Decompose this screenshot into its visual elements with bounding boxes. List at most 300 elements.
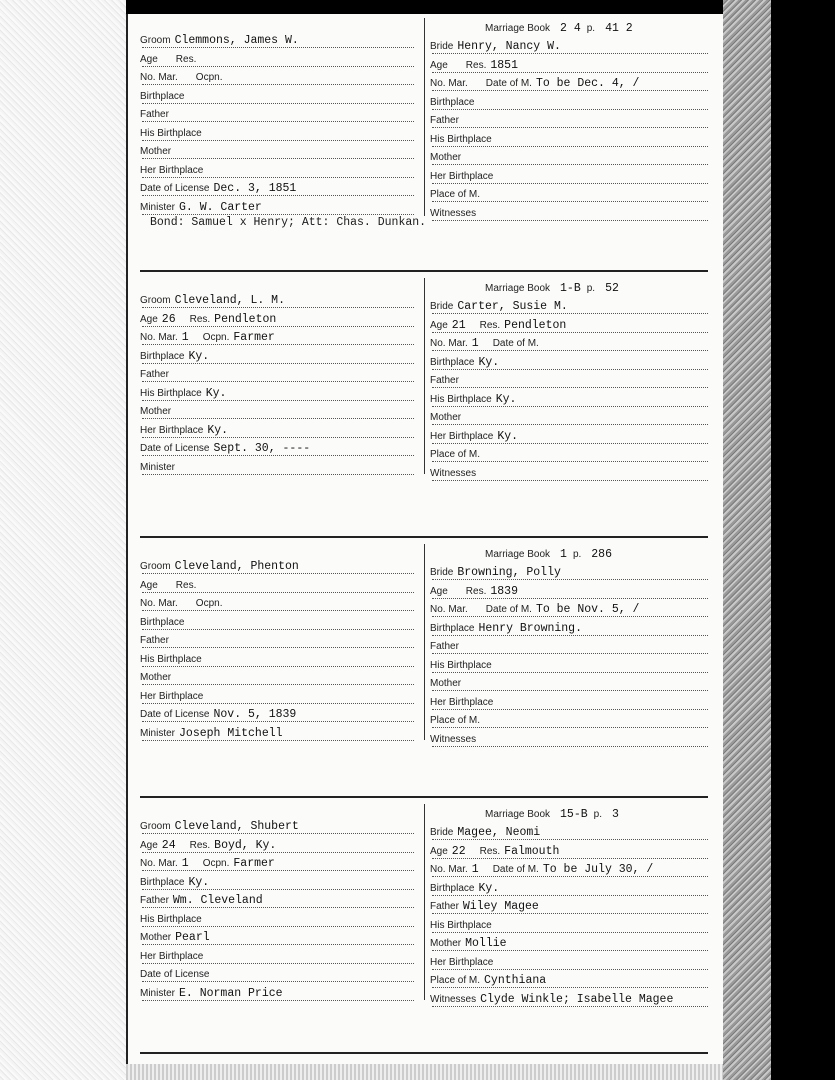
groom-name-value: Clemmons, James W. xyxy=(174,34,299,47)
bride-res-label: Res. xyxy=(465,59,487,71)
bride-mother-row xyxy=(430,677,712,690)
groom-minister-row xyxy=(140,727,418,740)
bride-her-birthplace-rule xyxy=(432,709,708,710)
groom-her-birthplace-label: Her Birthplace xyxy=(140,424,204,436)
groom-age-value: 24 xyxy=(161,838,176,852)
groom-birthplace-row xyxy=(140,616,418,629)
groom-his-birthplace-label: His Birthplace xyxy=(140,127,202,139)
bride-no-mar-rule xyxy=(432,616,708,617)
groom-res-value: Pendleton xyxy=(214,312,277,326)
bride-age-rule xyxy=(432,598,708,599)
groom-mother-value: Pearl xyxy=(175,931,210,944)
bride-date-of-m-label: Date of M. xyxy=(492,338,539,349)
bride-name-label: Bride xyxy=(430,827,454,838)
groom-his-birthplace-rule xyxy=(142,926,414,927)
groom-minister-value: G. W. Carter xyxy=(179,200,262,214)
bride-father-rule xyxy=(432,913,708,914)
groom-birthplace-rule xyxy=(142,103,414,104)
groom-date-of-license-value: Nov. 5, 1839 xyxy=(213,708,297,721)
groom-minister-label: Minister xyxy=(140,987,176,999)
groom-her-birthplace-label: Her Birthplace xyxy=(140,950,204,962)
groom-father-rule xyxy=(142,647,414,648)
groom-name-rule xyxy=(142,573,414,574)
groom-his-birthplace-row xyxy=(140,913,418,926)
bride-father-value: Wiley Magee xyxy=(462,900,539,913)
bride-mother-label: Mother xyxy=(430,678,462,689)
groom-ocpn-label: Ocpn. xyxy=(195,598,223,609)
groom-his-birthplace-value: Ky. xyxy=(205,386,227,400)
groom-mother-rule xyxy=(142,418,414,419)
groom-res-label: Res. xyxy=(189,313,211,325)
groom-no-mar-row xyxy=(140,331,418,344)
marriage-book-page: 52 xyxy=(605,282,619,295)
groom-no-mar-value: 1 xyxy=(181,857,189,870)
bride-age-label: Age xyxy=(430,59,448,71)
groom-name-row xyxy=(140,34,418,47)
marriage-book-header xyxy=(485,282,625,295)
groom-name-rule xyxy=(142,833,414,834)
bride-her-birthplace-rule xyxy=(432,183,708,184)
groom-name-row xyxy=(140,820,418,833)
groom-name-value: Cleveland, Phenton xyxy=(174,560,299,573)
bride-age-rule xyxy=(432,858,708,859)
bride-no-mar-label: No. Mar. xyxy=(430,338,468,349)
bride-mother-label: Mother xyxy=(430,938,462,949)
scan-right-border xyxy=(771,0,835,1080)
groom-age-value: 26 xyxy=(161,312,176,326)
bride-witnesses-label: Witnesses xyxy=(430,733,477,745)
groom-ocpn-value: Farmer xyxy=(233,857,275,870)
bride-place-of-m-label: Place of M. xyxy=(430,189,481,200)
groom-father-row xyxy=(140,368,418,381)
groom-age-row xyxy=(140,313,418,326)
marriage-book-page-label: p. xyxy=(593,809,602,820)
marriage-book-book: 15-B xyxy=(560,808,588,821)
groom-mother-label: Mother xyxy=(140,672,172,683)
bride-date-of-m-value: To be Nov. 5, / xyxy=(535,603,640,616)
record-separator xyxy=(140,270,708,272)
bride-age-row xyxy=(430,585,712,598)
groom-his-birthplace-row xyxy=(140,653,418,666)
groom-name-rule xyxy=(142,47,414,48)
groom-no-mar-label: No. Mar. xyxy=(140,858,178,869)
bride-place-of-m-label: Place of M. xyxy=(430,975,481,986)
bride-her-birthplace-value: Ky. xyxy=(497,429,519,443)
bride-father-row xyxy=(430,114,712,127)
bride-mother-row xyxy=(430,151,712,164)
groom-father-value: Wm. Cleveland xyxy=(172,894,263,907)
bride-birthplace-rule xyxy=(432,109,708,110)
groom-her-birthplace-rule xyxy=(142,437,414,438)
bride-birthplace-row xyxy=(430,622,712,635)
marriage-book-page-label: p. xyxy=(586,23,596,34)
groom-date-of-license-row xyxy=(140,968,418,981)
groom-no-mar-rule xyxy=(142,610,414,611)
bride-birthplace-label: Birthplace xyxy=(430,356,475,368)
groom-his-birthplace-label: His Birthplace xyxy=(140,653,202,665)
bride-father-label: Father xyxy=(430,375,459,386)
groom-age-row xyxy=(140,53,418,66)
bride-place-of-m-row xyxy=(430,714,712,727)
groom-mother-row xyxy=(140,405,418,418)
marriage-book-header xyxy=(485,548,618,561)
groom-his-birthplace-row xyxy=(140,127,418,140)
groom-no-mar-row xyxy=(140,857,418,870)
groom-birthplace-rule xyxy=(142,363,414,364)
groom-no-mar-rule xyxy=(142,870,414,871)
groom-minister-label: Minister xyxy=(140,461,176,473)
groom-her-birthplace-row xyxy=(140,690,418,703)
bride-res-value: 1839 xyxy=(490,584,518,598)
groom-his-birthplace-rule xyxy=(142,666,414,667)
groom-no-mar-row xyxy=(140,71,418,84)
groom-father-label: Father xyxy=(140,369,169,380)
bride-his-birthplace-rule xyxy=(432,406,708,407)
bride-no-mar-row xyxy=(430,863,712,876)
groom-father-rule xyxy=(142,121,414,122)
groom-date-of-license-row xyxy=(140,708,418,721)
bride-name-value: Henry, Nancy W. xyxy=(457,40,561,53)
bride-mother-rule xyxy=(432,424,708,425)
bride-his-birthplace-rule xyxy=(432,672,708,673)
bride-birthplace-row xyxy=(430,356,712,369)
bride-age-rule xyxy=(432,332,708,333)
groom-no-mar-rule xyxy=(142,84,414,85)
groom-age-rule xyxy=(142,852,414,853)
groom-name-row xyxy=(140,560,418,573)
bride-age-row xyxy=(430,319,712,332)
groom-name-value: Cleveland, L. M. xyxy=(174,294,285,307)
bride-his-birthplace-row xyxy=(430,393,712,406)
groom-minister-label: Minister xyxy=(140,727,176,739)
bride-father-rule xyxy=(432,387,708,388)
bride-name-rule xyxy=(432,839,708,840)
page-bottom-rule xyxy=(140,1052,708,1054)
bride-her-birthplace-rule xyxy=(432,443,708,444)
bride-place-of-m-rule xyxy=(432,727,708,728)
groom-no-mar-label: No. Mar. xyxy=(140,598,178,609)
groom-minister-value: Joseph Mitchell xyxy=(179,726,283,740)
groom-birthplace-value: Ky. xyxy=(188,349,210,363)
bride-his-birthplace-row xyxy=(430,133,712,146)
groom-name-rule xyxy=(142,307,414,308)
groom-minister-row xyxy=(140,461,418,474)
bride-mother-value: Mollie xyxy=(465,937,507,950)
bride-no-mar-label: No. Mar. xyxy=(430,78,468,89)
groom-her-birthplace-rule xyxy=(142,963,414,964)
bride-father-row xyxy=(430,640,712,653)
bride-name-row xyxy=(430,826,712,839)
groom-her-birthplace-row xyxy=(140,424,418,437)
bride-name-rule xyxy=(432,53,708,54)
groom-no-mar-value: 1 xyxy=(181,331,189,344)
groom-minister-value: E. Norman Price xyxy=(179,986,283,1000)
marriage-book-book-label: Marriage Book xyxy=(485,549,551,560)
bride-place-of-m-label: Place of M. xyxy=(430,449,481,460)
groom-mother-label: Mother xyxy=(140,932,172,943)
groom-age-row xyxy=(140,839,418,852)
marriage-book-book-label: Marriage Book xyxy=(485,23,551,34)
marriage-book-page-label: p. xyxy=(586,283,596,294)
bride-no-mar-value: 1 xyxy=(471,337,479,350)
bride-witnesses-label: Witnesses xyxy=(430,993,477,1005)
column-divider xyxy=(424,18,425,216)
groom-date-of-license-rule xyxy=(142,721,414,722)
column-divider xyxy=(424,544,425,740)
marriage-book-page: 286 xyxy=(591,548,612,561)
bride-date-of-m-value: To be July 30, / xyxy=(542,863,654,876)
groom-birthplace-label: Birthplace xyxy=(140,616,185,628)
bride-witnesses-label: Witnesses xyxy=(430,467,477,479)
bride-witnesses-row xyxy=(430,993,712,1006)
marriage-book-book: 1 xyxy=(560,548,567,561)
bride-no-mar-label: No. Mar. xyxy=(430,864,468,875)
bride-place-of-m-row xyxy=(430,448,712,461)
column-divider xyxy=(424,804,425,1000)
groom-her-birthplace-label: Her Birthplace xyxy=(140,164,204,176)
bride-no-mar-row xyxy=(430,77,712,90)
groom-age-rule xyxy=(142,326,414,327)
bride-res-value: Pendleton xyxy=(504,318,567,332)
bride-age-value: 22 xyxy=(451,844,466,858)
bride-birthplace-row xyxy=(430,96,712,109)
groom-her-birthplace-row xyxy=(140,164,418,177)
groom-her-birthplace-rule xyxy=(142,177,414,178)
column-divider xyxy=(424,278,425,474)
bride-place-of-m-rule xyxy=(432,201,708,202)
groom-date-of-license-rule xyxy=(142,981,414,982)
groom-res-label: Res. xyxy=(175,579,197,591)
bond-note: Bond: Samuel x Henry; Att: Chas. Dunkan. xyxy=(150,216,427,229)
marriage-book-book-label: Marriage Book xyxy=(485,283,551,294)
bride-age-label: Age xyxy=(430,585,448,597)
groom-name-label: Groom xyxy=(140,35,171,46)
bride-date-of-m-label: Date of M. xyxy=(485,78,532,89)
bride-place-of-m-rule xyxy=(432,461,708,462)
groom-mother-rule xyxy=(142,684,414,685)
bride-father-row xyxy=(430,374,712,387)
bride-name-row xyxy=(430,566,712,579)
marriage-book-page-label: p. xyxy=(572,549,582,560)
bride-her-birthplace-row xyxy=(430,956,712,969)
groom-minister-rule xyxy=(142,740,414,741)
scan-left-margin xyxy=(0,0,126,1080)
bride-age-rule xyxy=(432,72,708,73)
bride-date-of-m-value: To be Dec. 4, / xyxy=(535,77,640,90)
groom-her-birthplace-value: Ky. xyxy=(207,423,229,437)
bride-her-birthplace-label: Her Birthplace xyxy=(430,956,494,968)
marriage-book-page: 3 xyxy=(611,808,619,821)
bride-res-label: Res. xyxy=(479,319,501,331)
groom-mother-row xyxy=(140,931,418,944)
groom-mother-row xyxy=(140,145,418,158)
groom-age-label: Age xyxy=(140,839,158,851)
bride-no-mar-value: 1 xyxy=(471,863,479,876)
groom-no-mar-rule xyxy=(142,344,414,345)
bride-witnesses-label: Witnesses xyxy=(430,207,477,219)
groom-her-birthplace-row xyxy=(140,950,418,963)
bride-witnesses-rule xyxy=(432,746,708,747)
bride-father-label: Father xyxy=(430,901,459,912)
bride-father-row xyxy=(430,900,712,913)
groom-date-of-license-row xyxy=(140,442,418,455)
bride-witnesses-row xyxy=(430,733,712,746)
bride-his-birthplace-label: His Birthplace xyxy=(430,919,492,931)
groom-no-mar-label: No. Mar. xyxy=(140,72,178,83)
scan-bottom-edge xyxy=(126,1064,723,1080)
groom-mother-row xyxy=(140,671,418,684)
bride-name-rule xyxy=(432,579,708,580)
bride-his-birthplace-row xyxy=(430,919,712,932)
groom-minister-rule xyxy=(142,1000,414,1001)
groom-minister-rule xyxy=(142,214,414,215)
record-separator xyxy=(140,796,708,798)
bride-age-row xyxy=(430,845,712,858)
groom-no-mar-row xyxy=(140,597,418,610)
bride-father-rule xyxy=(432,653,708,654)
bride-place-of-m-rule xyxy=(432,987,708,988)
bride-his-birthplace-label: His Birthplace xyxy=(430,393,492,405)
groom-name-label: Groom xyxy=(140,561,171,572)
bride-witnesses-row xyxy=(430,207,712,220)
groom-ocpn-label: Ocpn. xyxy=(202,858,230,869)
groom-date-of-license-row xyxy=(140,182,418,195)
bride-birthplace-label: Birthplace xyxy=(430,882,475,894)
groom-ocpn-label: Ocpn. xyxy=(202,332,230,343)
bride-her-birthplace-row xyxy=(430,430,712,443)
bride-res-value: 1851 xyxy=(490,58,518,72)
bride-place-of-m-row xyxy=(430,974,712,987)
bride-place-of-m-value: Cynthiana xyxy=(484,974,547,987)
groom-mother-rule xyxy=(142,158,414,159)
bride-no-mar-rule xyxy=(432,350,708,351)
groom-minister-row xyxy=(140,201,418,214)
bride-father-rule xyxy=(432,127,708,128)
groom-father-label: Father xyxy=(140,109,169,120)
bride-no-mar-label: No. Mar. xyxy=(430,604,468,615)
groom-date-of-license-value: Sept. 30, ---- xyxy=(213,442,311,455)
bride-age-label: Age xyxy=(430,319,448,331)
bride-his-birthplace-label: His Birthplace xyxy=(430,133,492,145)
groom-name-value: Cleveland, Shubert xyxy=(174,820,299,833)
bride-mother-row xyxy=(430,411,712,424)
bride-her-birthplace-rule xyxy=(432,969,708,970)
bride-birthplace-row xyxy=(430,882,712,895)
groom-ocpn-label: Ocpn. xyxy=(195,72,223,83)
groom-res-label: Res. xyxy=(175,53,197,65)
bride-witnesses-rule xyxy=(432,480,708,481)
groom-birthplace-row xyxy=(140,350,418,363)
bride-his-birthplace-rule xyxy=(432,932,708,933)
groom-minister-label: Minister xyxy=(140,201,176,213)
bride-name-row xyxy=(430,40,712,53)
bride-name-value: Magee, Neomi xyxy=(457,826,541,839)
bride-name-label: Bride xyxy=(430,301,454,312)
groom-her-birthplace-rule xyxy=(142,703,414,704)
groom-birthplace-rule xyxy=(142,629,414,630)
bride-age-value: 21 xyxy=(451,318,466,332)
groom-res-value: Boyd, Ky. xyxy=(214,838,277,852)
bride-name-label: Bride xyxy=(430,567,454,578)
groom-age-label: Age xyxy=(140,53,158,65)
groom-mother-rule xyxy=(142,944,414,945)
groom-age-label: Age xyxy=(140,579,158,591)
groom-father-row xyxy=(140,634,418,647)
groom-mother-label: Mother xyxy=(140,146,172,157)
bride-no-mar-rule xyxy=(432,90,708,91)
groom-date-of-license-label: Date of License xyxy=(140,969,210,980)
groom-name-label: Groom xyxy=(140,295,171,306)
groom-father-rule xyxy=(142,907,414,908)
groom-minister-rule xyxy=(142,474,414,475)
bride-her-birthplace-row xyxy=(430,696,712,709)
groom-birthplace-rule xyxy=(142,889,414,890)
bride-birthplace-value: Ky. xyxy=(478,881,500,895)
groom-birthplace-row xyxy=(140,876,418,889)
groom-his-birthplace-label: His Birthplace xyxy=(140,387,202,399)
groom-his-birthplace-rule xyxy=(142,400,414,401)
bride-age-row xyxy=(430,59,712,72)
groom-date-of-license-rule xyxy=(142,455,414,456)
bride-father-label: Father xyxy=(430,641,459,652)
groom-birthplace-label: Birthplace xyxy=(140,90,185,102)
groom-father-rule xyxy=(142,381,414,382)
groom-father-label: Father xyxy=(140,895,169,906)
bride-place-of-m-row xyxy=(430,188,712,201)
bride-birthplace-value: Ky. xyxy=(478,355,500,369)
bride-witnesses-value: Clyde Winkle; Isabelle Magee xyxy=(480,992,674,1006)
bride-mother-rule xyxy=(432,950,708,951)
marriage-book-page: 41 2 xyxy=(605,22,633,35)
bride-birthplace-label: Birthplace xyxy=(430,96,475,108)
bride-res-label: Res. xyxy=(479,845,501,857)
bride-witnesses-row xyxy=(430,467,712,480)
bride-mother-rule xyxy=(432,690,708,691)
groom-no-mar-label: No. Mar. xyxy=(140,332,178,343)
groom-father-row xyxy=(140,108,418,121)
groom-age-rule xyxy=(142,66,414,67)
scan-top-edge xyxy=(126,0,723,14)
groom-date-of-license-rule xyxy=(142,195,414,196)
bride-birthplace-label: Birthplace xyxy=(430,622,475,634)
marriage-book-header xyxy=(485,808,625,821)
bride-witnesses-rule xyxy=(432,220,708,221)
bride-name-value: Browning, Polly xyxy=(457,566,561,579)
bride-place-of-m-label: Place of M. xyxy=(430,715,481,726)
bride-res-label: Res. xyxy=(465,585,487,597)
groom-name-label: Groom xyxy=(140,821,171,832)
marriage-book-book: 2 4 xyxy=(560,22,581,35)
groom-mother-label: Mother xyxy=(140,406,172,417)
groom-age-rule xyxy=(142,592,414,593)
marriage-book-book: 1-B xyxy=(560,282,581,295)
groom-date-of-license-label: Date of License xyxy=(140,709,210,720)
groom-res-label: Res. xyxy=(189,839,211,851)
groom-birthplace-label: Birthplace xyxy=(140,350,185,362)
groom-date-of-license-label: Date of License xyxy=(140,183,210,194)
bride-date-of-m-label: Date of M. xyxy=(492,864,539,875)
groom-birthplace-label: Birthplace xyxy=(140,876,185,888)
bride-no-mar-row xyxy=(430,337,712,350)
bride-age-label: Age xyxy=(430,845,448,857)
groom-his-birthplace-row xyxy=(140,387,418,400)
bride-mother-label: Mother xyxy=(430,412,462,423)
marriage-book-header xyxy=(485,22,639,35)
groom-her-birthplace-label: Her Birthplace xyxy=(140,690,204,702)
bride-his-birthplace-value: Ky. xyxy=(495,392,517,406)
groom-date-of-license-value: Dec. 3, 1851 xyxy=(213,182,297,195)
groom-age-row xyxy=(140,579,418,592)
